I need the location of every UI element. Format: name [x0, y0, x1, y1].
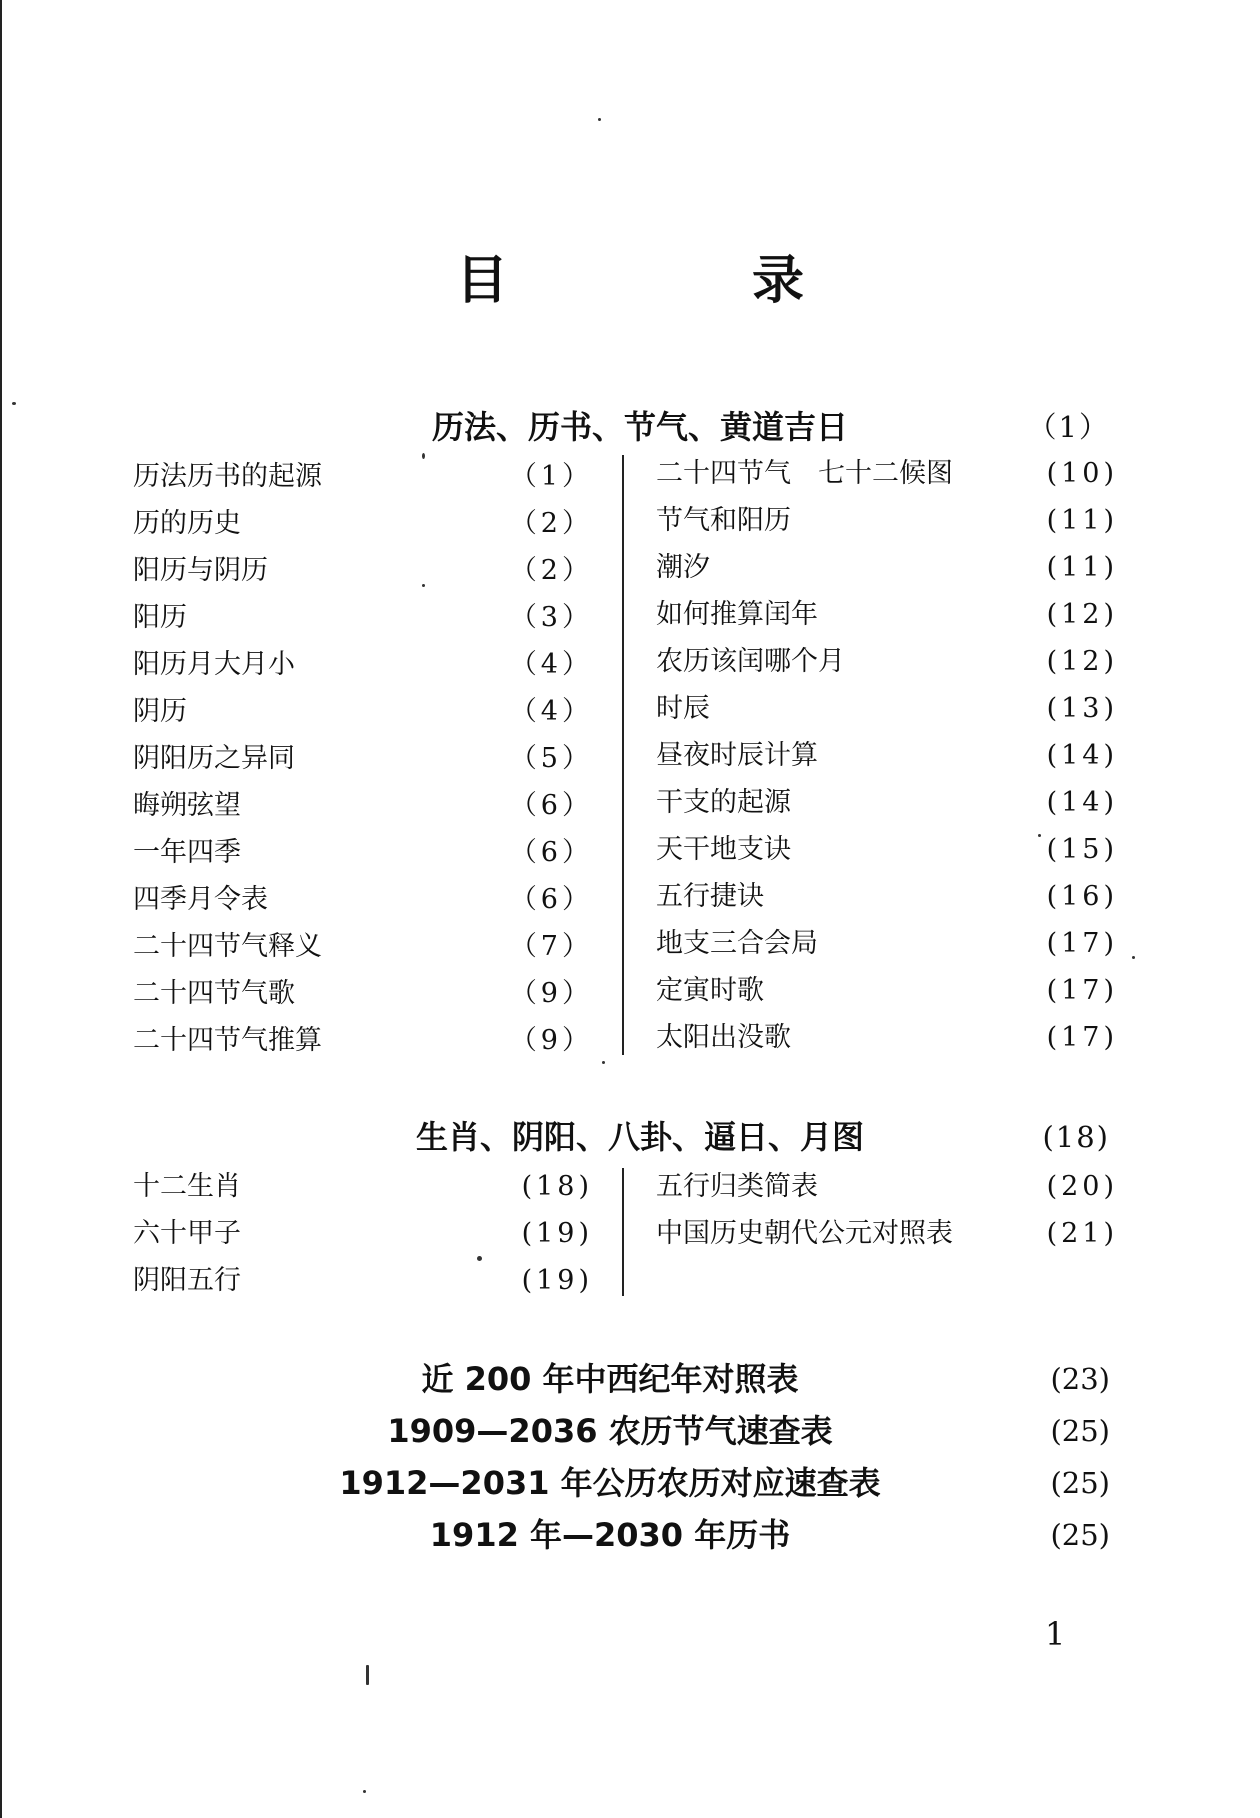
toc-entry-title: 历的历史: [133, 508, 241, 539]
toc-entry-title: 阴历: [133, 696, 187, 727]
toc-entry-title: 潮汐: [656, 552, 710, 583]
toc-entry[interactable]: [656, 685, 1118, 732]
scan-speck: [366, 1665, 369, 1685]
toc-entry-title: 阴阳历之异同: [133, 743, 295, 774]
toc-entry-title: 二十四节气 七十二候图: [656, 458, 953, 489]
toc-major-entry-title: 1912 年—2030 年历书: [429, 1516, 791, 1554]
toc-entry-page: （6）: [509, 790, 593, 821]
toc-entry-title: 太阳出没歌: [656, 1022, 791, 1053]
toc-entry[interactable]: [133, 1017, 593, 1064]
toc-entry[interactable]: [133, 688, 593, 735]
toc-entry-title: 阳历: [133, 602, 187, 633]
toc-entry-page: （4）: [509, 649, 593, 680]
toc-entry-page: (14): [1046, 787, 1118, 818]
toc-entry-page: (14): [1046, 740, 1118, 771]
toc-entry-title: 二十四节气释义: [133, 931, 322, 962]
toc-entry-page: （4）: [509, 696, 593, 727]
toc-entry[interactable]: [656, 1163, 1118, 1210]
toc-entry-page: (13): [1046, 693, 1118, 724]
scan-speck: [12, 402, 16, 405]
toc-major-entry[interactable]: [300, 1405, 1140, 1457]
toc-entry[interactable]: [656, 544, 1118, 591]
toc-entry[interactable]: [656, 732, 1118, 779]
toc-right-column: [656, 450, 1118, 1061]
toc-entry[interactable]: [133, 453, 593, 500]
toc-entry-title: 六十甲子: [133, 1218, 241, 1249]
toc-entry[interactable]: [656, 1014, 1118, 1061]
toc-entry-page: (12): [1046, 646, 1118, 677]
scan-speck: [363, 1790, 366, 1793]
toc-entry-title: 阳历与阴历: [133, 555, 268, 586]
toc-entry[interactable]: [656, 873, 1118, 920]
toc-major-entry-title: 1912—2031 年公历农历对应速查表: [339, 1464, 881, 1502]
toc-entry-title: 节气和阳历: [656, 505, 791, 536]
column-divider: [622, 1168, 624, 1296]
section-heading-zodiac: [360, 1113, 1140, 1161]
toc-entry-title: 时辰: [656, 693, 710, 724]
toc-major-entry-title: 近 200 年中西纪年对照表: [421, 1360, 799, 1398]
toc-entry-title: 中国历史朝代公元对照表: [656, 1218, 953, 1249]
toc-entry-page: （9）: [509, 978, 593, 1009]
toc-entry[interactable]: [133, 829, 593, 876]
toc-entry[interactable]: [656, 1210, 1118, 1257]
toc-entry-title: 历法历书的起源: [133, 461, 322, 492]
toc-left-column: [133, 1163, 593, 1304]
toc-entry-title: 定寅时歌: [656, 975, 764, 1006]
toc-entry-page: (12): [1046, 599, 1118, 630]
section-heading-page: (18): [1042, 1120, 1110, 1154]
toc-entry[interactable]: [656, 920, 1118, 967]
section-heading-calendar: [360, 403, 1140, 451]
toc-entry-page: （5）: [509, 743, 593, 774]
toc-entry[interactable]: [656, 638, 1118, 685]
toc-major-entry[interactable]: [300, 1457, 1140, 1509]
toc-entry[interactable]: [133, 641, 593, 688]
toc-entry-page: (18): [521, 1171, 593, 1202]
toc-entry[interactable]: [133, 970, 593, 1017]
toc-entry[interactable]: [656, 779, 1118, 826]
toc-entry-page: (16): [1046, 881, 1118, 912]
toc-entry-title: 四季月令表: [133, 884, 268, 915]
toc-entry[interactable]: [133, 1257, 593, 1304]
toc-entry-title: 五行归类简表: [656, 1171, 818, 1202]
toc-entry-page: (20): [1046, 1171, 1118, 1202]
toc-entry-page: (15): [1046, 834, 1118, 865]
section-heading-text: 生肖、阴阳、八卦、逼日、月图: [415, 1118, 864, 1156]
toc-entry-page: (17): [1046, 1022, 1118, 1053]
toc-entry-title: 二十四节气推算: [133, 1025, 322, 1056]
toc-entry-page: (17): [1046, 928, 1118, 959]
toc-entry-page: （6）: [509, 884, 593, 915]
toc-entry-page: （3）: [509, 602, 593, 633]
toc-entry[interactable]: [133, 1210, 593, 1257]
toc-entry-title: 昼夜时辰计算: [656, 740, 818, 771]
toc-right-column: [656, 1163, 1118, 1257]
toc-entry-title: 阳历月大月小: [133, 649, 295, 680]
toc-entry-page: （6）: [509, 837, 593, 868]
toc-entry-title: 一年四季: [133, 837, 241, 868]
toc-major-entry[interactable]: [300, 1353, 1140, 1405]
scan-speck: [602, 1061, 605, 1064]
toc-entry[interactable]: [656, 450, 1118, 497]
toc-entry-page: (17): [1046, 975, 1118, 1006]
toc-entry-title: 十二生肖: [133, 1171, 241, 1202]
toc-entry-title: 农历该闰哪个月: [656, 646, 845, 677]
page-title: 目 录: [455, 251, 900, 311]
toc-major-entry-page: (25): [1050, 1518, 1110, 1552]
toc-entry-title: 五行捷诀: [656, 881, 764, 912]
toc-entry[interactable]: [133, 923, 593, 970]
toc-entry-page: （7）: [509, 931, 593, 962]
toc-entry-page: (11): [1046, 505, 1118, 536]
toc-entry-title: 二十四节气歌: [133, 978, 295, 1009]
toc-entry[interactable]: [133, 782, 593, 829]
toc-entry-title: 天干地支诀: [656, 834, 791, 865]
toc-entry-page: （2）: [509, 508, 593, 539]
toc-entry-title: 晦朔弦望: [133, 790, 241, 821]
toc-major-entry[interactable]: [300, 1509, 1140, 1561]
toc-entry[interactable]: [656, 826, 1118, 873]
toc-entry-title: 干支的起源: [656, 787, 791, 818]
toc-entry-page: （9）: [509, 1025, 593, 1056]
toc-entry[interactable]: [133, 547, 593, 594]
toc-entry[interactable]: [133, 735, 593, 782]
toc-entry-title: 如何推算闰年: [656, 599, 818, 630]
toc-left-column: [133, 453, 593, 1064]
scan-speck: [598, 118, 601, 121]
column-divider: [622, 455, 624, 1055]
section-heading-page: （1）: [1027, 410, 1110, 444]
toc-major-entry-page: (25): [1050, 1466, 1110, 1500]
toc-entry-page: （2）: [509, 555, 593, 586]
toc-entry-title: 地支三合会局: [656, 928, 818, 959]
toc-entry[interactable]: [133, 876, 593, 923]
toc-entry[interactable]: [133, 500, 593, 547]
toc-entry-page: (19): [521, 1218, 593, 1249]
scan-speck: [1132, 956, 1135, 959]
toc-entry-page: (11): [1046, 552, 1118, 583]
toc-entry-page: (19): [521, 1265, 593, 1296]
toc-entry-page: （1）: [509, 461, 593, 492]
toc-major-entry-title: 1909—2036 农历节气速查表: [387, 1412, 833, 1450]
toc-major-entry-page: (25): [1050, 1414, 1110, 1448]
toc-entry-title: 阴阳五行: [133, 1265, 241, 1296]
toc-entry-page: (21): [1046, 1218, 1118, 1249]
toc-major-entry-page: (23): [1050, 1362, 1110, 1396]
toc-entry[interactable]: [656, 967, 1118, 1014]
toc-entry[interactable]: [133, 594, 593, 641]
toc-entry[interactable]: [656, 497, 1118, 544]
toc-entry[interactable]: [133, 1163, 593, 1210]
section-heading-text: 历法、历书、节气、黄道吉日: [431, 408, 848, 446]
toc-entry-page: (10): [1046, 458, 1118, 489]
toc-entry[interactable]: [656, 591, 1118, 638]
page-number: 1: [1045, 1615, 1066, 1653]
